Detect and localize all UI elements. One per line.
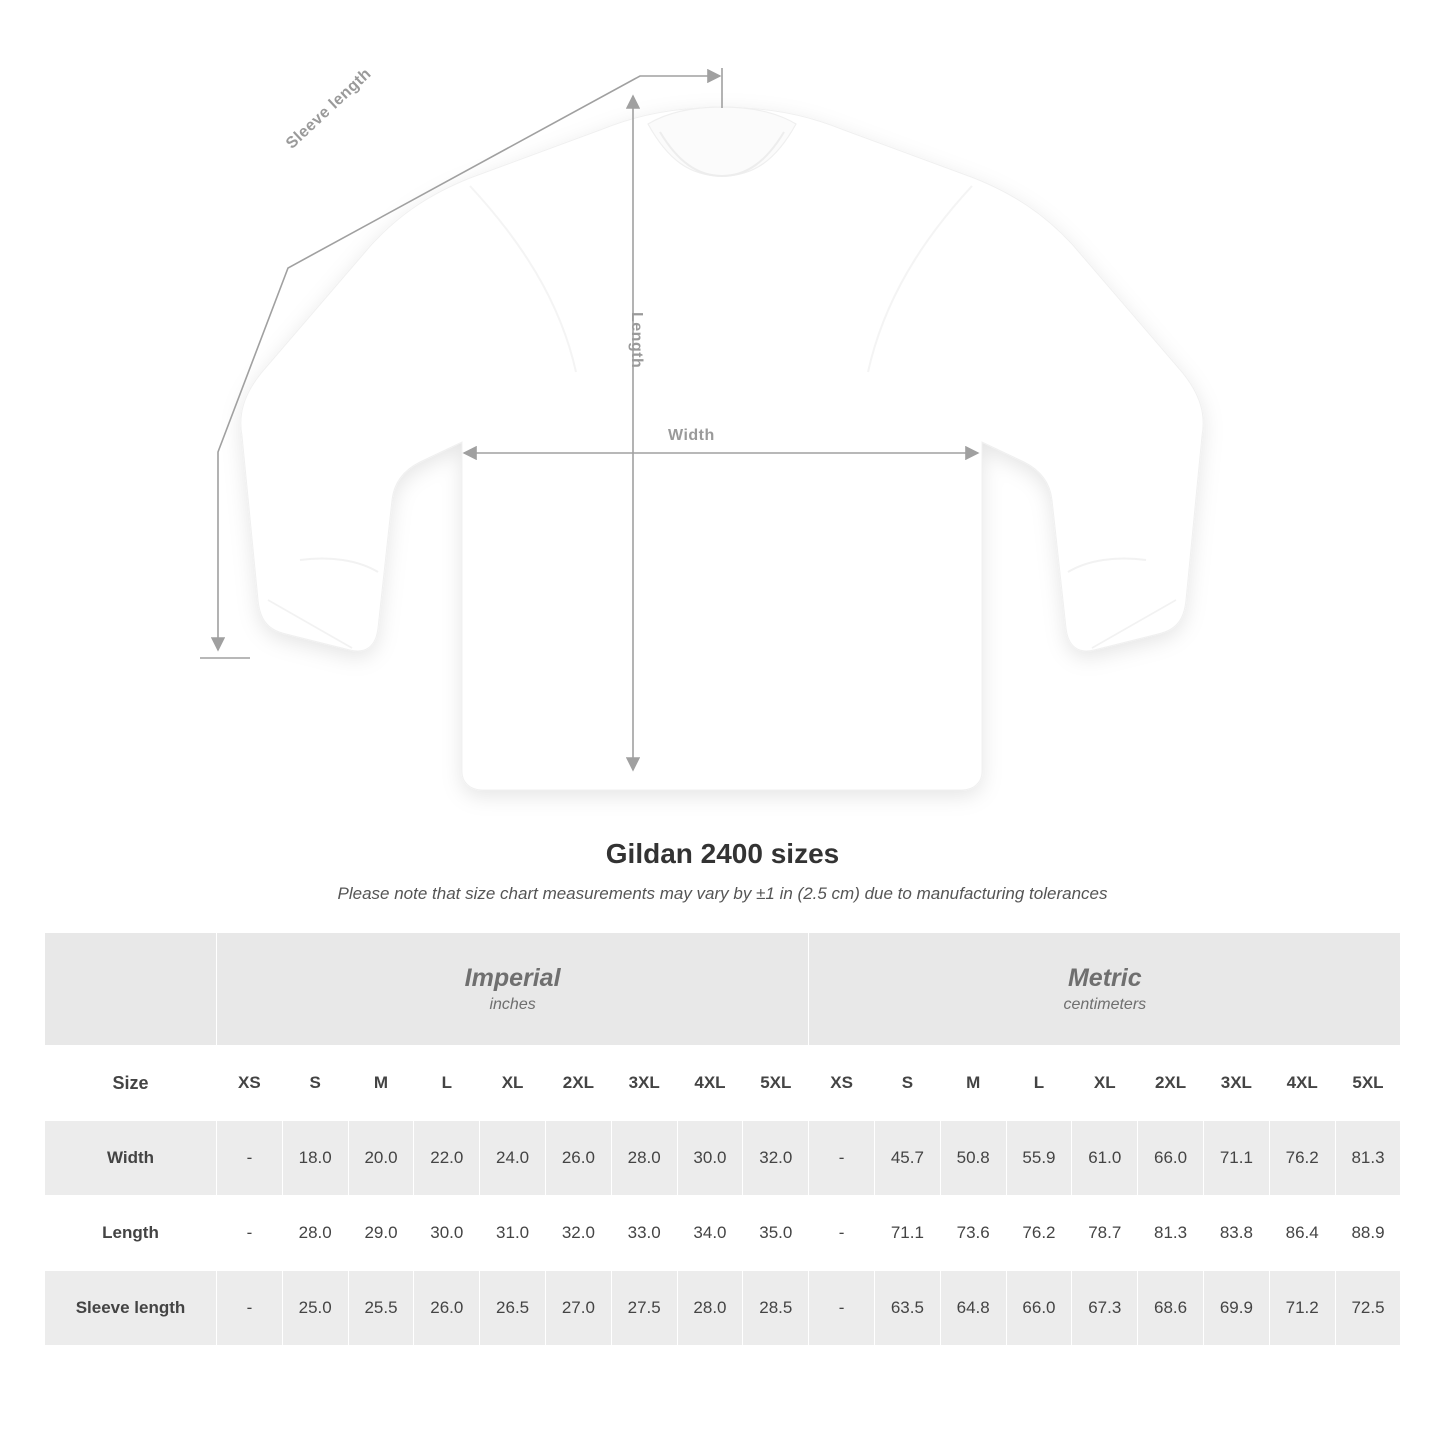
- cell-length-imperial-3xl: 33.0: [611, 1196, 677, 1271]
- cell-width-metric-m: 50.8: [940, 1121, 1006, 1196]
- cell-sleeve-metric-xl: 67.3: [1072, 1271, 1138, 1346]
- cell-sleeve-imperial-5xl: 28.5: [743, 1271, 809, 1346]
- cell-width-imperial-l: 22.0: [414, 1121, 480, 1196]
- unit-header-metric: [809, 933, 1401, 1046]
- cell-length-imperial-5xl: 35.0: [743, 1196, 809, 1271]
- cell-length-metric-5xl: 88.9: [1335, 1196, 1401, 1271]
- size-header-metric-3xl: 3XL: [1203, 1046, 1269, 1121]
- cell-length-imperial-xl: 31.0: [480, 1196, 546, 1271]
- cell-sleeve-metric-2xl: 68.6: [1138, 1271, 1204, 1346]
- cell-width-metric-xl: 61.0: [1072, 1121, 1138, 1196]
- size-header-metric-4xl: 4XL: [1269, 1046, 1335, 1121]
- cell-sleeve-imperial-s: 25.0: [282, 1271, 348, 1346]
- cell-width-imperial-3xl: 28.0: [611, 1121, 677, 1196]
- cell-width-metric-l: 55.9: [1006, 1121, 1072, 1196]
- row-label-sleeve-length: Sleeve length: [45, 1271, 217, 1346]
- cell-length-metric-3xl: 83.8: [1203, 1196, 1269, 1271]
- cell-width-imperial-xs: -: [217, 1121, 283, 1196]
- unit-header-spacer: [45, 933, 217, 1046]
- cell-width-imperial-2xl: 26.0: [545, 1121, 611, 1196]
- size-header-metric-l: L: [1006, 1046, 1072, 1121]
- size-table-wrapper: [44, 932, 1401, 1346]
- page-title: Gildan 2400 sizes: [605, 838, 840, 869]
- size-header-imperial-5xl: 5XL: [743, 1046, 809, 1121]
- cell-sleeve-imperial-m: 25.5: [348, 1271, 414, 1346]
- size-header-metric-s: S: [874, 1046, 940, 1121]
- size-header-metric-5xl: 5XL: [1335, 1046, 1401, 1121]
- cell-sleeve-imperial-l: 26.0: [414, 1271, 480, 1346]
- unit-sub-imperial: inches: [489, 996, 536, 1014]
- size-header-imperial-xs: XS: [217, 1046, 283, 1121]
- size-header-row: [45, 1046, 1401, 1121]
- unit-name-imperial: Imperial: [464, 963, 561, 992]
- length-dimension-label: Length: [628, 312, 645, 369]
- cell-sleeve-metric-3xl: 69.9: [1203, 1271, 1269, 1346]
- cell-width-imperial-5xl: 32.0: [743, 1121, 809, 1196]
- title-block: [0, 838, 1445, 904]
- cell-length-metric-4xl: 86.4: [1269, 1196, 1335, 1271]
- cell-length-imperial-l: 30.0: [414, 1196, 480, 1271]
- size-header-imperial-2xl: 2XL: [545, 1046, 611, 1121]
- unit-name-metric: Metric: [1067, 963, 1142, 992]
- cell-sleeve-metric-5xl: 72.5: [1335, 1271, 1401, 1346]
- row-label-length: Length: [45, 1196, 217, 1271]
- cell-width-metric-4xl: 76.2: [1269, 1121, 1335, 1196]
- cell-width-imperial-4xl: 30.0: [677, 1121, 743, 1196]
- size-header-imperial-s: S: [282, 1046, 348, 1121]
- cell-sleeve-imperial-xl: 26.5: [480, 1271, 546, 1346]
- cell-width-imperial-xl: 24.0: [480, 1121, 546, 1196]
- cell-length-metric-xl: 78.7: [1072, 1196, 1138, 1271]
- cell-sleeve-metric-4xl: 71.2: [1269, 1271, 1335, 1346]
- cell-length-metric-xs: -: [809, 1196, 875, 1271]
- cell-width-imperial-m: 20.0: [348, 1121, 414, 1196]
- cell-width-metric-s: 45.7: [874, 1121, 940, 1196]
- shirt-shape: [241, 107, 1203, 790]
- table-row: [45, 1121, 1401, 1196]
- cell-sleeve-imperial-xs: -: [217, 1271, 283, 1346]
- cell-width-metric-2xl: 66.0: [1138, 1121, 1204, 1196]
- cell-length-imperial-m: 29.0: [348, 1196, 414, 1271]
- unit-sub-metric: centimeters: [1063, 996, 1147, 1014]
- size-header-imperial-l: L: [414, 1046, 480, 1121]
- size-header-imperial-3xl: 3XL: [611, 1046, 677, 1121]
- table-row: [45, 1196, 1401, 1271]
- width-dimension-label: Width: [668, 427, 715, 444]
- size-header-imperial-4xl: 4XL: [677, 1046, 743, 1121]
- cell-length-imperial-xs: -: [217, 1196, 283, 1271]
- cell-length-metric-2xl: 81.3: [1138, 1196, 1204, 1271]
- size-table: [44, 932, 1401, 1346]
- size-header-imperial-xl: XL: [480, 1046, 546, 1121]
- size-header-metric-xl: XL: [1072, 1046, 1138, 1121]
- cell-sleeve-imperial-2xl: 27.0: [545, 1271, 611, 1346]
- row-label-width: Width: [45, 1121, 217, 1196]
- table-row: [45, 1271, 1401, 1346]
- unit-header-row: [45, 933, 1401, 1046]
- cell-width-metric-5xl: 81.3: [1335, 1121, 1401, 1196]
- cell-width-metric-3xl: 71.1: [1203, 1121, 1269, 1196]
- cell-length-imperial-4xl: 34.0: [677, 1196, 743, 1271]
- cell-length-imperial-2xl: 32.0: [545, 1196, 611, 1271]
- sleeve-length-dimension-label: Sleeve length: [283, 65, 375, 153]
- size-header-metric-m: M: [940, 1046, 1006, 1121]
- size-header-imperial-m: M: [348, 1046, 414, 1121]
- cell-sleeve-imperial-3xl: 27.5: [611, 1271, 677, 1346]
- cell-sleeve-metric-m: 64.8: [940, 1271, 1006, 1346]
- cell-sleeve-metric-xs: -: [809, 1271, 875, 1346]
- cell-sleeve-imperial-4xl: 28.0: [677, 1271, 743, 1346]
- cell-length-imperial-s: 28.0: [282, 1196, 348, 1271]
- cell-length-metric-s: 71.1: [874, 1196, 940, 1271]
- size-header-metric-2xl: 2XL: [1138, 1046, 1204, 1121]
- cell-length-metric-m: 73.6: [940, 1196, 1006, 1271]
- cell-sleeve-metric-l: 66.0: [1006, 1271, 1072, 1346]
- cell-width-imperial-s: 18.0: [282, 1121, 348, 1196]
- cell-sleeve-metric-s: 63.5: [874, 1271, 940, 1346]
- size-header-metric-xs: XS: [809, 1046, 875, 1121]
- cell-length-metric-l: 76.2: [1006, 1196, 1072, 1271]
- tolerance-note: Please note that size chart measurements may vary by ±1 in (2.5 cm) due to manufacturing tolerances: [337, 884, 1108, 903]
- cell-width-metric-xs: -: [809, 1121, 875, 1196]
- unit-header-imperial: [217, 933, 809, 1046]
- size-header-label: Size: [45, 1046, 217, 1121]
